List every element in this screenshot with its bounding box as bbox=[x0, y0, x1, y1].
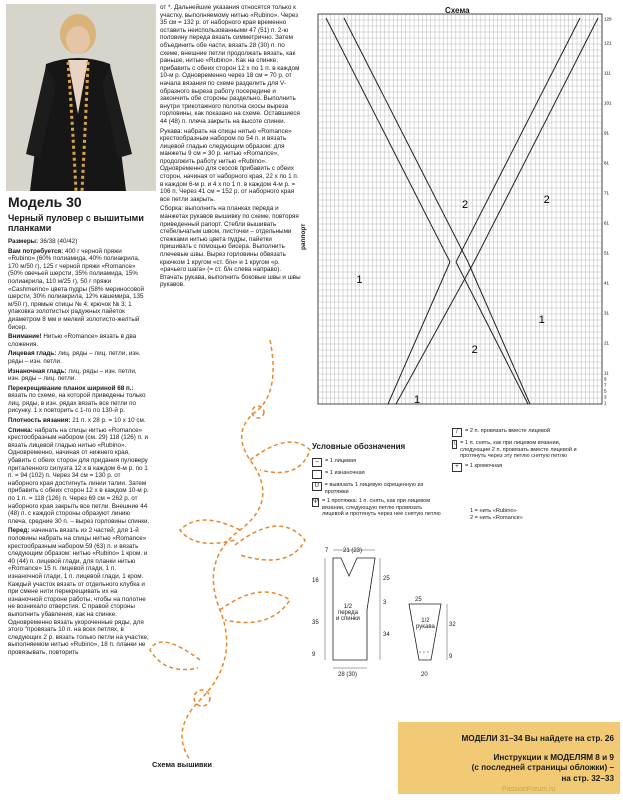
left-paragraph: Перед: начинать вязать из 2 частей; для 1-й половины набрать на спицы нитью «Romance» крестообразным набором 59 (63) п. и вязать следующим образом: нитью «Rubino» 1 кром. и 40 (44) п. лицевой глади, для планки нитью «Romance» 15 п. лицевой глади, 1 п. изнаночной глади, 1 п. лицевой глади, 1 кром. Каждый участок вязать от отдельного клубка и при смене нити перекрещивать их на изнаночной стороне работы, чтобы на полотне не возникало отверстия. С правой стороны выполнить убавления, как на спинке. Одновременно вязать укороченные ряды, для этого "провязать 10 п. на всех петлях, в следующих 2 р. вязать только петли на участке, выполняемом нитью «Rubino», 18 п. планки не провязывать, повторить bbox=[8, 527, 149, 656]
bottom-info-box bbox=[398, 722, 620, 794]
dim-21: 21 (23) bbox=[343, 548, 363, 554]
sleeve-dim-20: 20 bbox=[421, 672, 428, 678]
chart-area-label: 2 bbox=[471, 344, 478, 356]
chart-area-label: 1 bbox=[414, 394, 421, 406]
legend-symbol: / bbox=[452, 428, 462, 437]
knitting-chart bbox=[314, 10, 614, 410]
left-paragraph: Изнаночная гладь: лиц. ряды – изн. петли, изн. ряды – лиц. петли. bbox=[8, 367, 137, 383]
left-paragraph: Перекрещивание планок шириной 68 п.: вязать по схеме, на которой приведены только лиц. ряды, в изн. рядах вязать все петли по рисунку. 1 х повторить с 1-го по 130-й р. bbox=[8, 384, 146, 415]
chart-row-number: 7 bbox=[604, 382, 607, 388]
legend-item bbox=[312, 482, 442, 495]
left-paragraph: Вам потребуется: 400 г черной пряжи «Rubino» (60% полиамида, 40% полиакрила, 170 м/50 г), 125 г черной пряжи «Romance» (50% овечьей шерсти, 35% полиамида, 15% полиакрила, 110 м/25 г), 50 г пряжи «Cashmerino» цвета пудры (58% мериносовой шерсти, 30% полиакрила, 12% кашемира, 135 м/50 г), прямые спицы № 4; крючок № 3; 1 упаковка золотистых радужных пайеток диаметром 8 мм и мелкий золотисто-желтый бисер. bbox=[8, 247, 145, 331]
middle-text-column bbox=[160, 4, 302, 291]
legend-text: = 1 кромочная bbox=[465, 462, 503, 469]
chart-row-number: 31 bbox=[604, 310, 610, 316]
legend-right bbox=[452, 428, 587, 475]
left-paragraph: Спинка: набрать на спицы нитью «Romance» крестообразным набором (см. 29) 118 (126) п. и вязать лицевой гладью нитью «Rubino». Одновременно, начиная от нижнего края, убавить с обеих сторон для придания пуловеру приталенного силуэта 12 х в каждом 6-м р. по 1 п. = 94 (102) п. Через 34 см = 130 р. от наборного края достигнуть линии талии. Затем прибавить с обеих сторон 12 х в каждом 10-м р. по 1 п. = 118 (126) п. Через 69 см = 262 р. от наборного края закрыть все петли. Внешние 44 (48) п. с каждой стороны образуют линию плеча, средние 30 п. – вырез горловины спинки. bbox=[8, 426, 150, 525]
yarn-2: 2 = нить «Romance» bbox=[470, 514, 523, 521]
dim-9: 9 bbox=[312, 652, 316, 658]
legend-symbol: Ψ bbox=[313, 499, 319, 505]
legend-symbol bbox=[312, 470, 322, 479]
sleeve-dim-9: 9 bbox=[449, 654, 453, 660]
chart-area-label: 2 bbox=[462, 199, 469, 211]
legend-item bbox=[452, 428, 587, 437]
chart-row-number: 61 bbox=[604, 220, 610, 226]
model-subtitle: Черный пуловер с вышитыми планками bbox=[8, 213, 144, 233]
front-back-label: 1/2 переда и спинки bbox=[336, 604, 360, 622]
sleeve-dim-32: 32 bbox=[449, 622, 456, 628]
middle-paragraph: Рукава: набрать на спицы нитью «Romance» крестообразным набором по 54 п. и вязать лицевой гладью следующим образом: для манжеты 9 см = 30 р. нитью «Romance», продолжить работу нитью «Rubino». Одновременно для скосов прибавить с обеих сторон, начиная от наборного края, 22 х по 1 п. в каждом 6-м р. и 4 х по 1 п. в каждом 4-м р. = 106 п. Через 41 см = 152 р. от наборного края все петли закрыть. bbox=[160, 127, 299, 203]
box-line-2: Инструкции к МОДЕЛЯМ 8 и 9 bbox=[493, 752, 614, 762]
legend-item bbox=[452, 463, 587, 472]
legend-symbol: + bbox=[452, 463, 462, 472]
legend-item bbox=[312, 458, 442, 467]
dim-3: 3 bbox=[383, 600, 387, 606]
yarn-1: 1 = нить «Rubino» bbox=[470, 508, 517, 514]
left-text-column bbox=[8, 195, 150, 658]
chart-area-label: 1 bbox=[356, 274, 363, 286]
yarn-legend bbox=[470, 508, 590, 521]
chart-area-label: 1 bbox=[538, 314, 545, 326]
chart-row-number: 21 bbox=[604, 340, 610, 346]
chart-row-number: 41 bbox=[604, 280, 610, 286]
embroidery-label: Схема вышивки bbox=[152, 760, 213, 769]
legend-symbol: U bbox=[312, 482, 322, 491]
raport-label: раппорт bbox=[300, 223, 307, 250]
legend-text: = вывязать 1 лицевую скрещенную из протяжки bbox=[324, 482, 424, 495]
chart-title: Схема bbox=[445, 6, 470, 15]
dim-28: 28 (30) bbox=[338, 672, 358, 678]
dim-34: 34 bbox=[383, 632, 390, 638]
left-paragraph: Плотность вязания: 21 п. x 28 р. = 10 x 10 см. bbox=[8, 417, 146, 425]
left-paragraph: Размеры: 36/38 (40/42) bbox=[8, 238, 78, 245]
left-paragraph: Внимание! Нитью «Romance» вязать в два сложения. bbox=[8, 333, 137, 348]
legend-symbol: – bbox=[312, 458, 322, 467]
legend-text: = 1 изнаночная bbox=[325, 470, 365, 476]
box-line-1: МОДЕЛИ 31–34 Вы найдете на стр. 26 bbox=[461, 734, 614, 743]
dim-35: 35 bbox=[312, 620, 319, 626]
legend-item bbox=[312, 470, 442, 479]
model-photo bbox=[6, 4, 156, 191]
chart-row-number: 111 bbox=[604, 70, 611, 76]
sleeve-dim-25: 25 bbox=[415, 597, 422, 603]
dim-7: 7 bbox=[325, 548, 329, 554]
chart-row-number: 9 bbox=[604, 376, 607, 382]
chart-row-number: 81 bbox=[604, 160, 610, 166]
legend-text: = 1 протяжка: 1 п. снять, как при лицевом вязании, следующую петлю провязать лицевой и протянуть через нее снятую петлю bbox=[322, 498, 441, 517]
watermark: PassionForum.ru bbox=[502, 786, 556, 793]
legend-title: Условные обозначения bbox=[312, 442, 406, 451]
box-line-3: (с последней страницы обложки) – bbox=[471, 763, 614, 772]
legend-item bbox=[312, 498, 442, 518]
chart-row-number: 71 bbox=[604, 190, 610, 196]
chart-row-number: 51 bbox=[604, 250, 610, 256]
legend-text: = 1 п. снять, как при лицевом вязании, следующие 2 п. провязать вместе лицевой и протянуть через эту петлю снятую петлю bbox=[460, 440, 577, 459]
sleeve-schematic bbox=[395, 590, 475, 680]
legend-symbol: \ bbox=[453, 441, 456, 447]
chart-row-number: 129 bbox=[604, 16, 612, 22]
legend-text: = 2 п. провязать вместе лицевой bbox=[465, 428, 551, 434]
box-line-4: на стр. 32–33 bbox=[561, 773, 614, 783]
legend-text: = 1 лицевая bbox=[325, 458, 357, 464]
dim-16: 16 bbox=[312, 578, 319, 584]
chart-area-label: 2 bbox=[543, 194, 550, 206]
chart-row-number: 5 bbox=[604, 388, 607, 394]
legend-left bbox=[312, 458, 442, 521]
chart-row-number: 91 bbox=[604, 130, 610, 136]
sleeve-label: 1/2 рукава bbox=[416, 618, 435, 630]
middle-paragraph: от *. Дальнейшие указания относятся только к участку, выполняемому нитью «Rubino». Через 35 см = 132 р. от наборного края временно оставить неиспользованными 47 (51) п. 2-ю половину переда вязать симметрично. Затем объединить обе части, вязать 28 (30) п. по схеме, внешние петли продолжать вязать, как раньше, нитью «Rubino». Как на спинке, прибавить с обеих сторон 12 х по 1 п. в каждом 10-м р. Одновременно через 18 см = 70 р. от начала вязания по схеме разделить для V-образного выреза работу посередине и закончить обе стороны раздельно. Выполнить внутри трикотажного полотна скосы выреза горловины, как показано на схеме. Оставшиеся 44 (48) п. плеча закрыть на высоте спинки. bbox=[160, 4, 300, 125]
legend-item bbox=[452, 440, 587, 460]
chart-row-number: 121 bbox=[604, 40, 612, 46]
chart-row-number: 3 bbox=[604, 394, 607, 400]
model-title: Модель 30 bbox=[8, 194, 82, 210]
chart-row-number: 101 bbox=[604, 100, 612, 106]
left-paragraph: Лицевая гладь: лиц. ряды – лиц. петли, изн. ряды – изн. петли. bbox=[8, 350, 141, 365]
chart-row-number: 1 bbox=[604, 400, 607, 406]
middle-paragraph: Сборка: выполнить на планках переда и манжетах рукавов вышивку по схеме, повторяя приведенный рапорт. Стебли вышивать стебельчатым швом, листочки – отдельными стежками нитью цвета пудры, пайетки пришивать с помощью бисера. Выполнить плечевые швы. Вырез горловины обвязать крючком 1 кругом «ст. б/н» и 1 кругом «р. «рачьего шага» (= ст. б/н слева направо). Втачать рукава, выполнить боковые швы и швы рукавов. bbox=[160, 205, 301, 289]
dim-25: 25 bbox=[383, 576, 390, 582]
chart-row-number: 11 bbox=[604, 370, 609, 376]
